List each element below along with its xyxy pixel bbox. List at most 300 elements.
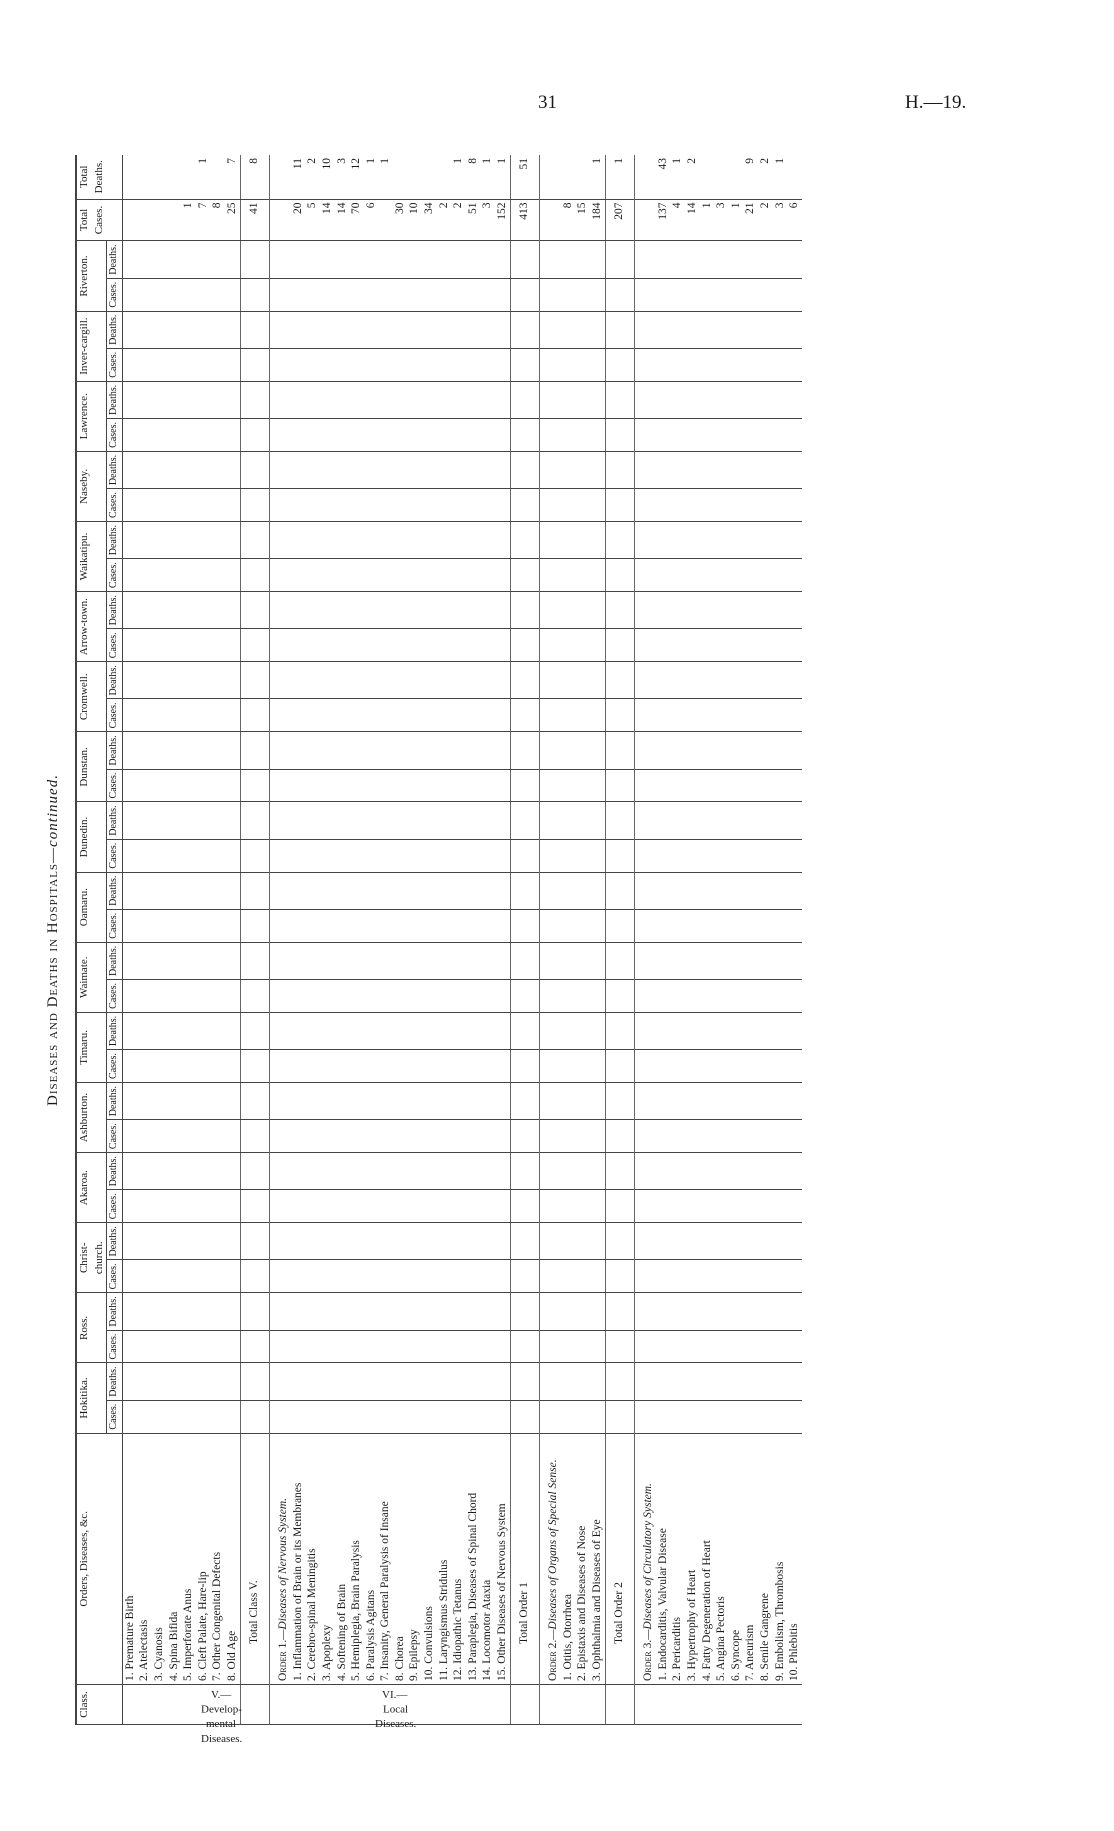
hospital-cell [758,559,773,592]
hospital-cell [320,521,335,558]
hospital-cell [225,1190,240,1223]
hospital-cell [364,381,379,418]
hospital-cell [320,732,335,769]
total-deaths-cell: 1 [670,155,685,199]
hospital-cell [787,418,802,451]
cases-subheader: Cases. [107,1120,123,1153]
hospital-cell [137,278,152,311]
class-cell [773,1684,788,1724]
hospital-cell [546,629,561,662]
hospital-cell [495,1363,510,1400]
hospital-cell [152,1153,167,1190]
order-heading [641,1433,656,1684]
hospital-cell [685,311,700,348]
hospital-cell [437,451,452,488]
hospital-cell [546,1330,561,1363]
hospital-cell [510,1400,540,1433]
table-row [196,155,211,1725]
hospital-cell [641,769,656,802]
hospital-cell [152,592,167,629]
hospital-cell [378,699,393,732]
hospital-cell [575,1050,590,1083]
hospital-cell [700,489,715,522]
total-cases-cell [378,199,393,241]
hospital-cell [700,629,715,662]
hospital-cell [546,979,561,1012]
hospital-cell [167,278,182,311]
hospital-cell [495,278,510,311]
hospital-cell [349,1012,364,1049]
hospital-cell [641,699,656,732]
hospital-cell [605,699,635,732]
hospital-cell [561,872,576,909]
hospital-cell [656,1223,671,1260]
hospital-cell [407,662,422,699]
hospital-cell [437,381,452,418]
hospital-cell [510,872,540,909]
hospital-cell [276,381,291,418]
hospital-cell [291,979,306,1012]
hospital-cell [480,802,495,839]
hospital-cell [480,662,495,699]
hospital-cell [276,699,291,732]
cases-subheader: Cases. [107,979,123,1012]
hospital-cell [787,311,802,348]
hospital-cell [437,699,452,732]
hospital-cell [305,942,320,979]
hospital-cell [225,521,240,558]
hospital-cell [291,942,306,979]
hospital-cell [729,1293,744,1330]
hospital-cell [378,1293,393,1330]
hospital-cell [196,1012,211,1049]
hospital-cell [656,839,671,872]
hospital-cell [510,1120,540,1153]
hospital-cell [451,732,466,769]
hospital-cell [291,839,306,872]
hospital-cell [320,311,335,348]
hospital-cell [276,418,291,451]
hospital-cell [466,451,481,488]
hospital-cell [451,979,466,1012]
hospital-header: Arrow-town. [76,592,107,662]
hospital-cell [641,942,656,979]
hospital-cell [714,278,729,311]
hospital-cell [210,629,225,662]
hospital-cell [181,732,196,769]
hospital-cell [641,451,656,488]
hospital-cell [546,1012,561,1049]
hospital-cell [137,979,152,1012]
hospital-cell [495,979,510,1012]
hospital-cell [349,278,364,311]
hospital-cell [210,1050,225,1083]
hospital-cell [225,909,240,942]
hospital-cell [305,1082,320,1119]
hospital-cell [546,909,561,942]
hospital-cell [451,1293,466,1330]
hospital-cell [729,559,744,592]
hospital-cell [480,839,495,872]
total-row [605,155,635,1725]
hospital-cell [758,1153,773,1190]
hospital-cell [685,241,700,278]
hospital-cell [561,942,576,979]
hospital-cell [407,348,422,381]
hospital-cell [393,699,408,732]
hospital-cell [656,1120,671,1153]
hospital-cell [480,278,495,311]
hospital-cell [575,592,590,629]
hospital-cell [510,489,540,522]
hospital-cell [210,489,225,522]
hospital-cell [605,381,635,418]
hospital-cell [773,839,788,872]
hospital-cell [590,909,605,942]
hospital-cell [480,942,495,979]
hospital-cell [700,769,715,802]
disease-name: 9. Epilepsy [407,1433,422,1684]
hospital-cell [590,732,605,769]
hospital-cell [364,1012,379,1049]
total-deaths-cell [575,155,590,199]
hospital-cell [729,381,744,418]
hospital-cell [378,909,393,942]
hospital-cell [364,348,379,381]
hospital-cell [210,1363,225,1400]
hospital-cell [437,909,452,942]
hospital-cell [451,451,466,488]
total-deaths-cell [137,155,152,199]
total-deaths-cell [787,155,802,199]
disease-name: 1. Otitis, Otorrhœa [561,1433,576,1684]
hospital-cell [451,1190,466,1223]
hospital-cell [495,1330,510,1363]
hospital-cell [137,909,152,942]
hospital-cell [670,451,685,488]
hospital-cell [422,1260,437,1293]
hospital-cell [743,418,758,451]
hospital-cell [167,1050,182,1083]
hospital-cell [291,909,306,942]
hospital-cell [407,381,422,418]
hospital-cell [305,241,320,278]
hospital-cell [422,348,437,381]
hospital-cell [590,1153,605,1190]
hospital-cell [335,1260,350,1293]
hospital-cell [137,1330,152,1363]
hospital-cell [167,241,182,278]
hospital-cell [773,732,788,769]
class-cell [422,1684,437,1724]
hospital-cell [605,629,635,662]
hospital-cell [196,699,211,732]
hospital-cell [210,311,225,348]
hospital-cell [335,1082,350,1119]
class-cell [167,1684,182,1724]
hospital-cell [240,521,270,558]
hospital-cell [422,489,437,522]
hospital-header: Hokitika. [76,1363,107,1433]
disease-name: 14. Locomotor Ataxia [480,1433,495,1684]
hospital-cell [291,348,306,381]
hospital-cell [291,521,306,558]
hospital-cell [656,559,671,592]
hospital-cell [152,1190,167,1223]
hospital-cell [181,592,196,629]
hospital-cell [137,1050,152,1083]
hospital-cell [561,1223,576,1260]
hospital-cell [641,592,656,629]
hospital-cell [743,1293,758,1330]
hospital-cell [700,418,715,451]
hospital-cell [137,839,152,872]
hospital-cell [407,1260,422,1293]
hospital-cell [167,1153,182,1190]
hospital-cell [773,418,788,451]
hospital-cell [575,979,590,1012]
hospital-cell [700,1400,715,1433]
hospital-cell [451,278,466,311]
hospital-cell [320,839,335,872]
hospital-cell [364,592,379,629]
hospital-cell [590,348,605,381]
hospital-cell [137,769,152,802]
hospital-cell [605,1363,635,1400]
hospital-cell [225,1050,240,1083]
hospital-cell [210,979,225,1012]
hospital-cell [276,592,291,629]
hospital-cell [685,802,700,839]
hospital-cell [152,381,167,418]
hospital-cell [167,1260,182,1293]
hospital-cell [349,1082,364,1119]
hospital-cell [393,592,408,629]
hospital-header: Timaru. [76,1012,107,1082]
hospital-cell [495,839,510,872]
hospital-cell [393,769,408,802]
hospital-cell [729,348,744,381]
hospital-cell [656,769,671,802]
class-cell [137,1684,152,1724]
hospital-cell [787,699,802,732]
hospital-cell [656,1293,671,1330]
hospital-cell [700,942,715,979]
hospital-cell [364,451,379,488]
hospital-cell [305,629,320,662]
hospital-cell [335,311,350,348]
hospital-cell [743,662,758,699]
hospital-cell [393,241,408,278]
hospital-cell [787,1223,802,1260]
order-title: —Diseases of Circulatory System. [642,1483,655,1640]
hospital-cell [575,1330,590,1363]
hospital-cell [546,1190,561,1223]
hospital-cell [787,872,802,909]
hospital-cell [320,1293,335,1330]
class-vi-label: VI.—Local Diseases. [374,1689,416,1731]
hospital-cell [393,489,408,522]
hospital-cell [364,802,379,839]
hospital-cell [335,1363,350,1400]
hospital-cell [685,942,700,979]
hospital-cell [510,699,540,732]
hospital-cell [196,629,211,662]
table-heading [45,155,62,1725]
disease-name: 7. Insanity, General Paralysis of Insane [378,1433,393,1684]
hospital-cell [137,241,152,278]
hospital-cell [437,1293,452,1330]
total-deaths-header: Total Deaths. [76,155,122,199]
hospital-cell [641,1400,656,1433]
hospital-cell [714,381,729,418]
class-cell [656,1684,671,1724]
hospital-cell [575,909,590,942]
hospital-cell [305,489,320,522]
hospital-cell [407,1400,422,1433]
hospital-cell [466,489,481,522]
hospital-cell [714,1363,729,1400]
hospital-cell [773,662,788,699]
disease-name: 11. Laryngismus Stridulus [437,1433,452,1684]
hospital-cell [276,1260,291,1293]
hospital-cell [240,1050,270,1083]
hospital-cell [743,1153,758,1190]
total-deaths-cell: 11 [291,155,306,199]
hospital-cell [729,521,744,558]
hospital-cell [510,1330,540,1363]
hospital-cell [480,1330,495,1363]
total-label: Total Order 2 [605,1433,635,1684]
hospital-cell [276,489,291,522]
hospital-cell [276,909,291,942]
hospital-cell [480,451,495,488]
hospital-cell [320,489,335,522]
hospital-cell [729,1120,744,1153]
hospital-cell [152,559,167,592]
disease-name: 6. Paralysis Agitans [364,1433,379,1684]
hospital-cell [641,909,656,942]
hospital-cell [335,979,350,1012]
hospital-cell [670,278,685,311]
hospital-cell [335,1330,350,1363]
hospital-cell [787,241,802,278]
class-cell [152,1684,167,1724]
hospital-cell [225,1330,240,1363]
hospital-cell [378,241,393,278]
hospital-cell [561,381,576,418]
hospital-cell [122,699,137,732]
hospital-cell [590,1012,605,1049]
hospital-cell [240,732,270,769]
hospital-cell [137,1082,152,1119]
hospital-cell [758,1120,773,1153]
cases-subheader: Cases. [107,418,123,451]
table-row [670,155,685,1725]
hospital-cell [510,1363,540,1400]
hospital-cell [466,348,481,381]
hospital-cell [349,909,364,942]
hospital-cell [349,1293,364,1330]
hospital-cell [480,521,495,558]
hospital-cell [167,418,182,451]
hospital-cell [466,942,481,979]
hospital-cell [393,979,408,1012]
hospital-cell [451,1330,466,1363]
hospital-cell [240,979,270,1012]
hospital-cell [364,839,379,872]
hospital-cell [122,278,137,311]
hospital-cell [451,802,466,839]
hospital-cell [758,311,773,348]
hospital-cell [393,1260,408,1293]
hospital-cell [685,1400,700,1433]
hospital-cell [137,451,152,488]
hospital-cell [495,1400,510,1433]
hospital-cell [670,1190,685,1223]
hospital-header: Dunedin. [76,802,107,872]
hospital-cell [714,699,729,732]
total-deaths-cell: 8 [466,155,481,199]
total-cases-cell: 207 [605,199,635,241]
hospital-cell [575,311,590,348]
hospital-header: Waikatipu. [76,521,107,591]
hospital-cell [305,381,320,418]
hospital-cell [422,1190,437,1223]
hospital-cell [349,979,364,1012]
hospital-cell [167,1330,182,1363]
hospital-cell [656,732,671,769]
hospital-cell [575,839,590,872]
hospital-cell [225,839,240,872]
hospital-cell [393,1293,408,1330]
class-cell [276,1684,291,1724]
hospital-cell [451,559,466,592]
hospital-cell [181,699,196,732]
total-cases-cell: 34 [422,199,437,241]
hospital-cell [758,592,773,629]
hospital-cell [743,521,758,558]
hospital-cell [590,1223,605,1260]
hospital-cell [181,1363,196,1400]
hospital-cell [575,1400,590,1433]
hospital-cell [510,451,540,488]
hospital-cell [561,839,576,872]
hospital-cell [393,872,408,909]
hospital-cell [773,1260,788,1293]
hospital-cell [787,802,802,839]
hospital-cell [437,1050,452,1083]
hospital-cell [451,1012,466,1049]
total-cases-cell: 1 [700,199,715,241]
hospital-cell [787,1260,802,1293]
hospital-cell [291,489,306,522]
hospital-cell [670,1120,685,1153]
total-cases-cell: 1 [181,199,196,241]
hospital-cell [758,802,773,839]
hospital-cell [320,418,335,451]
hospital-cell [480,629,495,662]
hospital-cell [393,909,408,942]
hospital-cell [729,418,744,451]
hospital-cell [137,1293,152,1330]
hospital-cell [364,311,379,348]
hospital-cell [181,521,196,558]
hospital-cell [466,311,481,348]
hospital-cell [510,592,540,629]
hospital-cell [305,1190,320,1223]
hospital-cell [495,1120,510,1153]
